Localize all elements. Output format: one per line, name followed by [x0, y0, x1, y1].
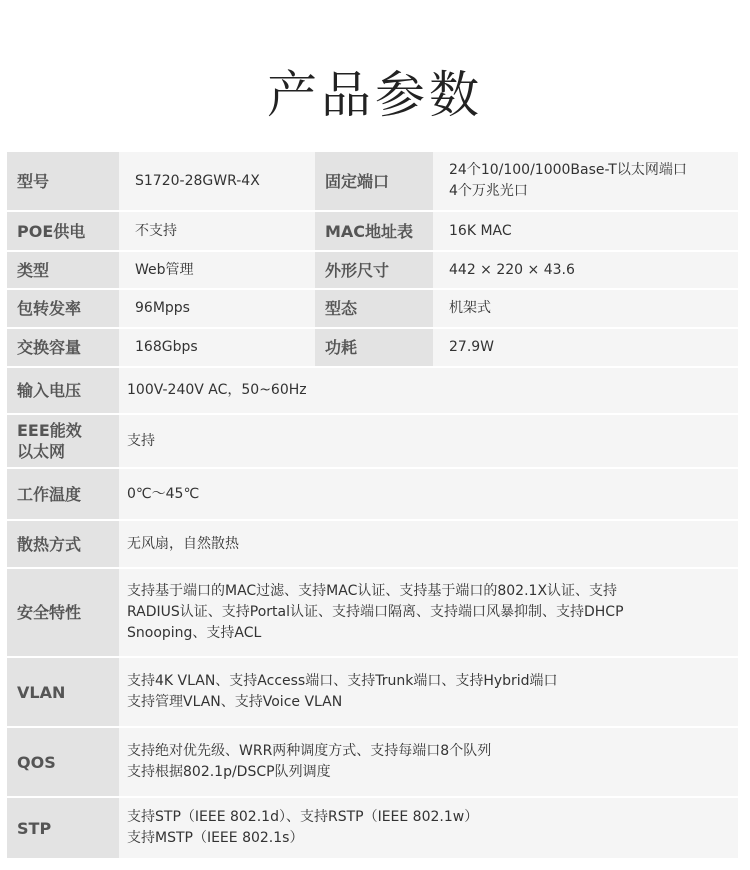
value-line: 100V-240V AC，50~60Hz	[127, 382, 307, 398]
spec-row-stp	[7, 797, 738, 859]
spec-row-qos	[7, 727, 738, 797]
label-line: STP	[17, 818, 52, 838]
value-input-voltage	[119, 367, 738, 414]
label-power: 功耗	[315, 328, 433, 367]
value-security	[119, 568, 738, 657]
label-type: 类型	[7, 251, 119, 289]
value-mac-table: 16K MAC	[433, 211, 738, 251]
value-dimensions: 442 × 220 × 43.6	[433, 251, 738, 289]
value-stp	[119, 797, 738, 859]
value-line: 支持	[127, 432, 155, 449]
value-line: 支持STP（IEEE 802.1d）、支持RSTP（IEEE 802.1w）	[127, 809, 479, 825]
value-line: 支持基于端口的MAC过滤、支持MAC认证、支持基于端口的802.1X认证、支持	[127, 583, 618, 599]
spec-row-type	[7, 251, 738, 289]
label-operating-temp	[7, 468, 119, 520]
label-line: 散热方式	[17, 534, 82, 554]
label-security	[7, 568, 119, 657]
label-switching-capacity: 交换容量	[7, 328, 119, 367]
value-model: S1720-28GWR-4X	[119, 152, 315, 211]
label-stp	[7, 797, 119, 859]
value-line: 24个10/100/1000Base-T以太网端口	[449, 162, 687, 178]
label-line: 工作温度	[17, 484, 82, 504]
spec-table	[7, 152, 738, 860]
value-line: RADIUS认证、支持Portal认证、支持端口隔离、支持端口风暴抑制、支持DHCP	[127, 604, 624, 620]
value-line: 0℃～45℃	[127, 485, 200, 502]
value-line: 支持根据802.1p/DSCP队列调度	[127, 764, 331, 780]
value-line: Snooping、支持ACL	[127, 625, 262, 641]
spec-row-input-voltage	[7, 367, 738, 414]
label-form-factor: 型态	[315, 289, 433, 328]
label-qos	[7, 727, 119, 797]
label-forwarding-rate: 包转发率	[7, 289, 119, 328]
value-eee	[119, 414, 738, 468]
value-qos	[119, 727, 738, 797]
label-poe: POE供电	[7, 211, 119, 251]
label-input-voltage	[7, 367, 119, 414]
label-eee	[7, 414, 119, 468]
value-form-factor: 机架式	[433, 289, 738, 328]
label-line: 安全特性	[17, 603, 82, 622]
spec-row-cooling	[7, 520, 738, 568]
label-cooling	[7, 520, 119, 568]
spec-row-switching-capacity	[7, 328, 738, 367]
spec-row-forwarding-rate	[7, 289, 738, 328]
label-line: 以太网	[17, 442, 66, 461]
value-line: 支持管理VLAN、支持Voice VLAN	[127, 694, 343, 710]
value-switching-capacity: 168Gbps	[119, 328, 315, 367]
value-operating-temp	[119, 468, 738, 520]
spec-row-poe	[7, 211, 738, 251]
value-vlan	[119, 657, 738, 727]
value-fixed-ports	[433, 152, 738, 211]
value-line: 无风扇，自然散热	[127, 535, 239, 552]
value-forwarding-rate: 96Mpps	[119, 289, 315, 328]
value-line: 支持4K VLAN、支持Access端口、支持Trunk端口、支持Hybrid端口	[127, 673, 558, 689]
label-dimensions: 外形尺寸	[315, 251, 433, 289]
label-line: VLAN	[17, 682, 66, 702]
value-cooling	[119, 520, 738, 568]
label-model: 型号	[7, 152, 119, 211]
value-poe: 不支持	[119, 211, 315, 251]
value-power: 27.9W	[433, 328, 738, 367]
spec-row-eee	[7, 414, 738, 468]
value-type: Web管理	[119, 251, 315, 289]
value-line: 支持绝对优先级、WRR两种调度方式、支持每端口8个队列	[127, 743, 492, 759]
value-line: 支持MSTP（IEEE 802.1s）	[127, 830, 304, 846]
page-title: 产品参数	[267, 66, 483, 124]
label-fixed-ports: 固定端口	[315, 152, 433, 211]
label-line: EEE能效	[17, 421, 82, 440]
spec-row-vlan	[7, 657, 738, 727]
spec-row-operating-temp	[7, 468, 738, 520]
label-mac-table: MAC地址表	[315, 211, 433, 251]
spec-row-model	[7, 152, 738, 211]
label-vlan	[7, 657, 119, 727]
spec-row-security	[7, 568, 738, 657]
label-line: QOS	[17, 752, 56, 772]
label-line: 输入电压	[17, 381, 82, 400]
value-line: 4个万兆光口	[449, 183, 528, 199]
